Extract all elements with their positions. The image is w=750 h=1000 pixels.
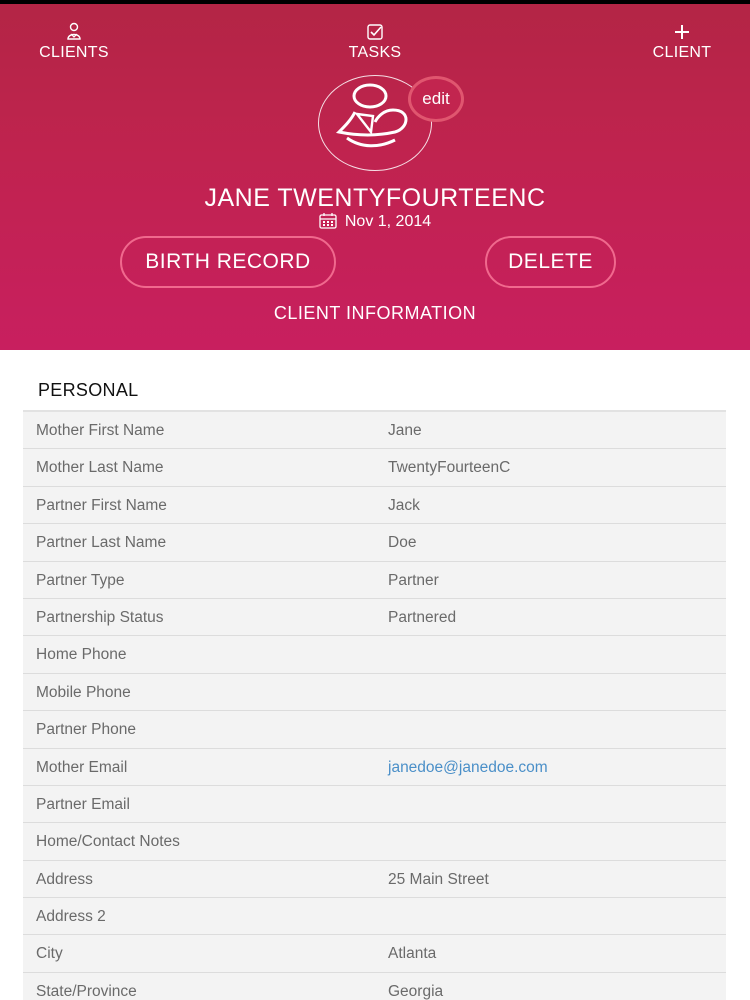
table-row[interactable] (23, 449, 726, 486)
field-label: Partnership Status (36, 608, 164, 626)
table-row[interactable] (23, 749, 726, 786)
table-row[interactable] (23, 487, 726, 524)
field-label: Mother Email (36, 758, 128, 776)
field-value: 25 Main Street (388, 870, 489, 888)
client-date: Nov 1, 2014 (344, 213, 432, 230)
edit-avatar-button[interactable]: edit (408, 76, 464, 122)
field-label: Mother Last Name (36, 459, 164, 477)
table-row[interactable] (23, 973, 726, 1000)
personal-info-table (23, 410, 726, 1000)
field-label: Address (36, 870, 93, 888)
field-value: Doe (388, 534, 417, 552)
table-row[interactable] (23, 786, 726, 823)
tasks-nav-label: TASKS (348, 44, 402, 61)
field-label: State/Province (36, 982, 137, 1000)
table-row[interactable] (23, 599, 726, 636)
table-row[interactable] (23, 898, 726, 935)
client-date-row (0, 212, 750, 231)
field-value: Partner (388, 571, 439, 589)
client-name: JANE TWENTYFOURTEENC (204, 184, 546, 212)
table-row[interactable] (23, 935, 726, 972)
field-label: Partner Phone (36, 721, 136, 739)
personal-section-title: PERSONAL (38, 380, 139, 400)
field-label: Partner First Name (36, 496, 167, 514)
field-value: Partnered (388, 608, 457, 626)
field-value: Jane (388, 422, 422, 439)
table-row[interactable] (23, 823, 726, 860)
field-label: Home Phone (36, 646, 127, 664)
birth-record-button[interactable]: BIRTH RECORD (120, 236, 336, 288)
add-client-button[interactable] (640, 22, 724, 62)
field-label: Partner Type (36, 571, 125, 589)
field-value: Georgia (388, 982, 444, 1000)
field-label: Partner Last Name (36, 534, 167, 552)
field-label: Partner Email (36, 795, 130, 813)
client-information-heading: CLIENT INFORMATION (273, 303, 477, 323)
field-label: City (36, 945, 63, 963)
clients-nav-label: CLIENTS (39, 44, 109, 61)
email-link[interactable]: janedoe@janedoe.com (388, 758, 548, 776)
tasks-nav-button[interactable] (335, 22, 415, 62)
table-row[interactable] (23, 412, 726, 449)
status-bar (0, 0, 750, 4)
table-row[interactable] (23, 636, 726, 673)
table-row[interactable] (23, 711, 726, 748)
clients-nav-button[interactable] (30, 22, 118, 62)
field-label: Home/Contact Notes (36, 833, 180, 851)
delete-button[interactable]: DELETE (485, 236, 616, 288)
clients-icon (63, 22, 85, 42)
plus-icon (672, 22, 692, 42)
field-value: TwentyFourteenC (388, 459, 511, 477)
client-header (0, 0, 750, 350)
table-row[interactable] (23, 674, 726, 711)
tasks-checkbox-icon (365, 22, 385, 42)
field-label: Mobile Phone (36, 683, 131, 701)
field-value: Atlanta (388, 945, 437, 963)
calendar-icon (319, 212, 337, 229)
field-label: Mother First Name (36, 422, 165, 439)
add-client-label: CLIENT (652, 44, 712, 61)
table-row[interactable] (23, 861, 726, 898)
table-row[interactable] (23, 562, 726, 599)
field-label: Address 2 (36, 908, 106, 926)
field-value: Jack (388, 496, 420, 514)
table-row[interactable] (23, 524, 726, 561)
